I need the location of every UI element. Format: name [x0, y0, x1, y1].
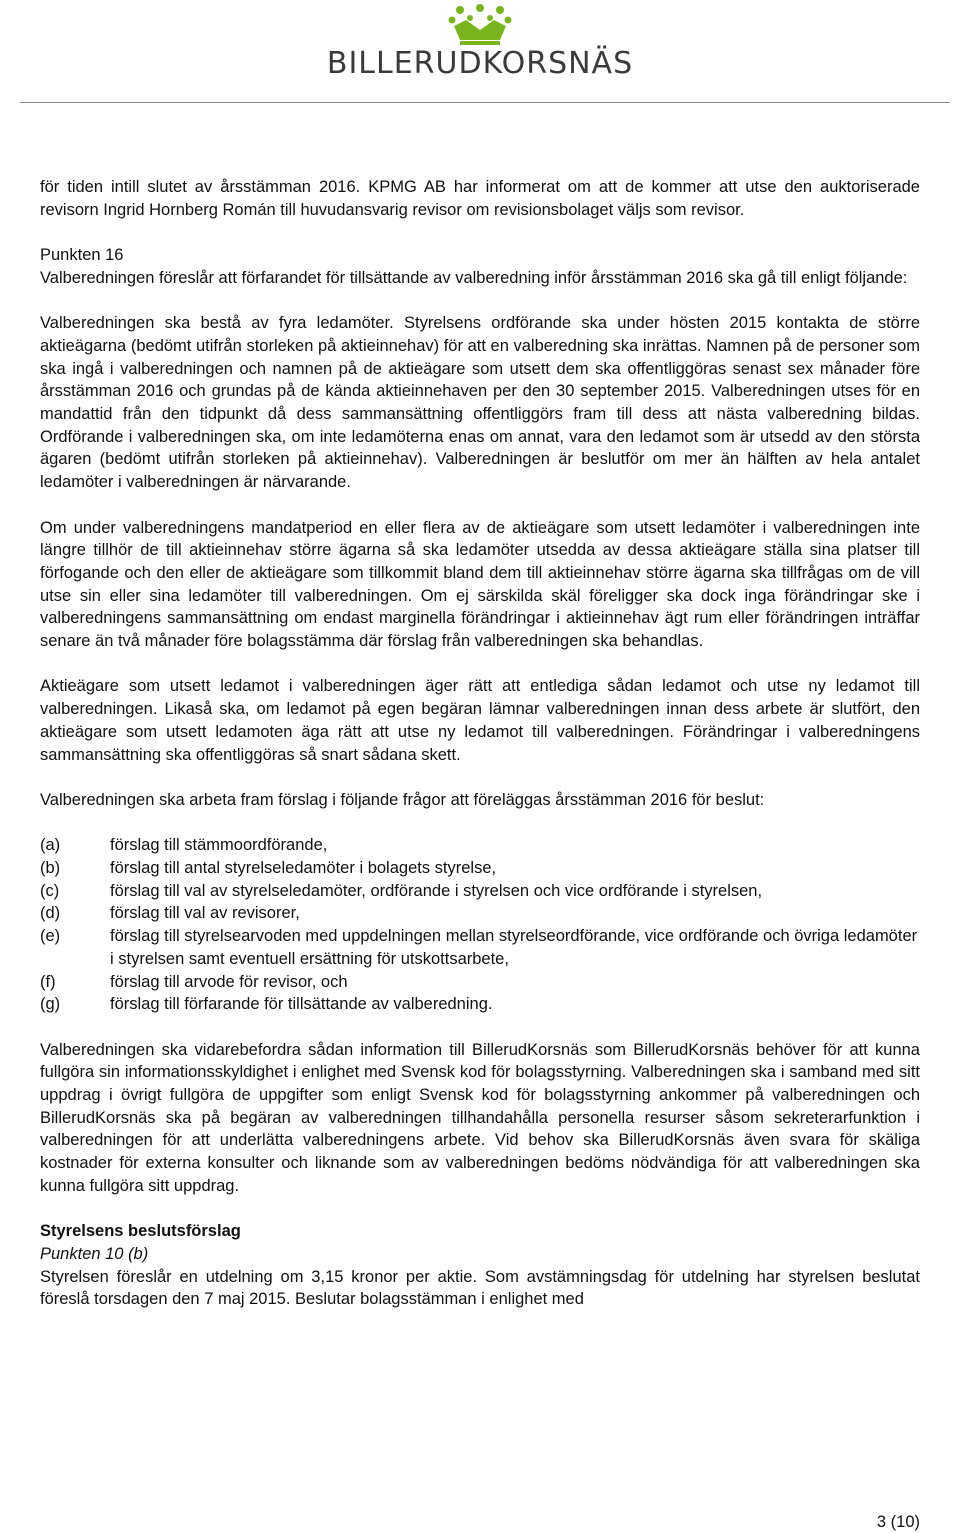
crown-logo-icon: [448, 4, 512, 46]
paragraph: Om under valberedningens mandatperiod en eller flera av de aktieägare som utsett ledamöter i valberedningen inte längre tillhör de till aktieinnehav större ägarna så ska ledamöter utsedda av dessa aktieägare ställa sina platser till förfogande och den eller de aktieägare som tillkommit bland dem till aktieinnehav större ägarna ska tillfrågas om de vill utse sin eller sina ledamöter till valberedningen. Om ej särskilda skäl föreligger ska dock inga förändringar ske i valberedningens sammansättning om endast marginella förändringar i aktieinnehav ägt rum eller förändringen inträffar senare än två månader före bolagsstämma där förslag från valberedningen ska behandlas.: [40, 518, 920, 651]
list-item-text: förslag till val av revisorer,: [110, 904, 300, 923]
list-item: [40, 925, 920, 970]
list-item: [40, 971, 920, 994]
brand-wordmark: BILLERUDKORSNÄS: [326, 46, 634, 81]
list-item-label: (e): [40, 927, 61, 946]
list-item-label: (d): [40, 904, 61, 923]
page-number: 3 (10): [876, 1513, 920, 1531]
paragraph: Valberedningen ska bestå av fyra ledamöter. Styrelsens ordförande ska under hösten 2015 kontakta de större aktieägarna (bedömt utifrån storleken på aktieinnehav) för att en valberedning ska inrättas. Namnen på de personer som ska ingå i valberedningen och namnen på de aktieägare som utsett dem ska offentliggöras senast sex månader före årsstämman 2016 och grundas på de kända aktieinnehaven per den 30 september 2015. Valberedningen utses för en mandattid från den tidpunkt då dess sammansättning offentliggörs fram till dess att nästa valberedning bildas. Ordförande i valberedningen ska, om inte ledamöterna enas om annat, vara den ledamot som är utsedd av den största ägaren (bedömt utifrån storleken på aktieinnehav). Valberedningen är beslutför om mer än hälften av hela antalet ledamöter i valberedningen är närvarande.: [40, 314, 920, 492]
paragraph: Valberedningen föreslår att förfarandet för tillsättande av valberedning inför årsstämman 2016 ska gå till enligt följande:: [40, 268, 908, 287]
paragraph: Valberedningen ska vidarebefordra sådan information till BillerudKorsnäs som BillerudKorsnäs behöver för att kunna fullgöra sin informationsskyldighet i enlighet med Svensk kod för bolagsstyrning. Valberedningen ska i samband med sitt uppdrag i övrigt fullgöra de uppgifter som enligt Svensk kod för bolagsstyrning ankommer på valberedningen och BillerudKorsnäs ska på begäran av valberedningen tillhandahålla personella resurser såsom sekreterarfunktion i valberedningen för att underlätta valberedningens arbete. Vid behov ska BillerudKorsnäs även svara för skäliga kostnader för externa konsulter och liknande som av valberedningen bedöms nödvändiga för att valberedningen ska kunna fullgöra sitt uppdrag.: [40, 1040, 920, 1195]
subheading-punkt-10b: Punkten 10 (b): [40, 1244, 149, 1263]
paragraph: Valberedningen ska arbeta fram förslag i följande frågor att föreläggas årsstämman 2016 för beslut:: [40, 790, 765, 809]
list-item-text: förslag till styrelsearvoden med uppdelningen mellan styrelseordförande, vice ordförande och övriga ledamöter i styrelsen samt eventuell ersättning för utskottsarbete,: [110, 927, 918, 968]
section-heading-styrelsens-beslutsforslag: Styrelsens beslutsförslag: [40, 1222, 241, 1241]
list-item-text: förslag till antal styrelseledamöter i bolagets styrelse,: [110, 859, 497, 877]
header-divider: [20, 102, 950, 103]
list-item-label: (f): [40, 972, 56, 991]
proposal-list: [40, 834, 920, 1016]
list-item-text: förslag till stämmoordförande,: [110, 836, 328, 855]
list-item: [40, 857, 920, 880]
list-item-label: (b): [40, 859, 61, 877]
list-item: [40, 993, 920, 1016]
list-item-label: (c): [40, 881, 60, 900]
list-item: [40, 880, 920, 903]
section-heading-punkt-16: Punkten 16: [40, 246, 124, 265]
document-body: [40, 176, 920, 1311]
list-item-text: förslag till arvode för revisor, och: [110, 972, 348, 991]
list-item-label: (a): [40, 836, 61, 855]
paragraph: Styrelsen föreslår en utdelning om 3,15 kronor per aktie. Som avstämningsdag för utdelning har styrelsen beslutat föreslå torsdagen den 7 maj 2015. Beslutar bolagsstämman i enlighet med: [40, 1267, 920, 1309]
list-item: [40, 902, 920, 925]
list-item-text: förslag till val av styrelseledamöter, ordförande i styrelsen och vice ordförande i styrelsen,: [110, 881, 763, 900]
list-item: [40, 834, 920, 857]
paragraph: Aktieägare som utsett ledamot i valberedningen äger rätt att entlediga sådan ledamot och utse ny ledamot till valberedningen. Likaså ska, om ledamot på egen begäran lämnar valberedningen innan dess arbete är slutfört, den aktieägare som utsett ledamoten äga rätt att utse ny ledamot till valberedningen. Förändringar i valberedningens sammansättning ska offentliggöras så snart sådana skett.: [40, 677, 920, 764]
page-header: [0, 0, 960, 104]
list-item-label: (g): [40, 995, 61, 1014]
paragraph: för tiden intill slutet av årsstämman 2016. KPMG AB har informerat om att de kommer att utse den auktoriserade revisorn Ingrid Hornberg Román till huvudansvarig revisor om revisionsbolaget väljs som revisor.: [40, 178, 920, 219]
list-item-text: förslag till förfarande för tillsättande av valberedning.: [110, 995, 493, 1014]
